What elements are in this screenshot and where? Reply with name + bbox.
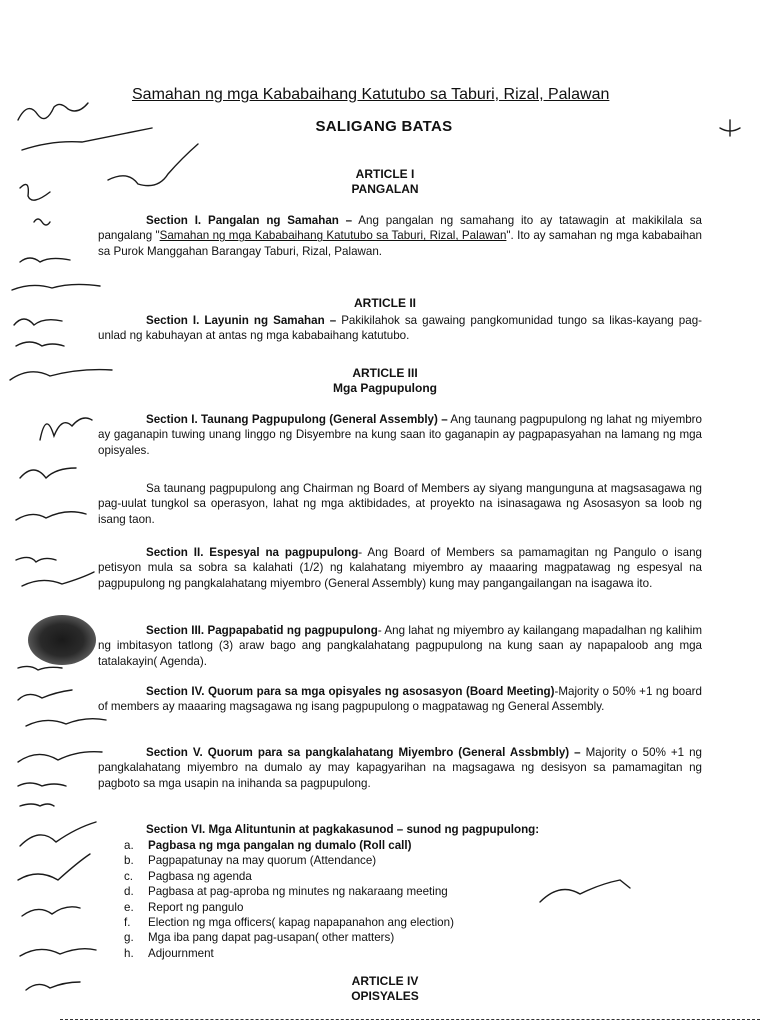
signature-mark — [34, 219, 50, 225]
document-subtitle: SALIGANG BATAS — [315, 118, 453, 135]
section-text: Ang pangalan ng samahang ito ay tatawagin at makikilala sa pangalang " — [98, 214, 702, 243]
signature-mark — [20, 949, 96, 956]
signature-mark — [20, 804, 54, 806]
signature-mark — [22, 572, 94, 586]
article-3-section-1-paragraph-2: Sa taunang pagpupulong ang Chairman ng Board of Members ay siyang mangunguna at magsasagawa ng pag-uulat tungkol sa operasyon, lahat ng mga aktibidades, at proyekto na isinasagawa ng Asosasyon sa loob ng isang taon. — [98, 482, 702, 526]
section-lead: Section I. Taunang Pagpupulong (General Assembly) – — [146, 413, 448, 426]
section-lead: Section II. Espesyal na pagpupulong — [146, 546, 359, 559]
section-text: - Ang Board of Members sa pamamagitan ng Pangulo o isang petisyon mula sa sobra sa kalahati (1/2) ng kalahatang miyembro ay maaaring magpatawag ng espesyal na pagpupulong ng pangkalahatang miyembro (General Assembly) kung may pangangailangan na isagawa ito. — [98, 546, 702, 590]
signature-mark — [108, 144, 198, 186]
signature-mark — [20, 184, 50, 200]
section-lead: Section III. Pagpapabatid ng pagpupulong — [146, 624, 378, 637]
signature-mark — [22, 128, 152, 150]
document-title: Samahan ng mga Kababaihang Katutubo sa Taburi, Rizal, Palawan — [132, 86, 610, 103]
signature-mark — [22, 907, 80, 916]
signature-mark — [18, 752, 102, 762]
list-item: h. Adjournment — [124, 946, 214, 960]
signature-mark — [26, 719, 106, 726]
signature-mark — [18, 783, 66, 786]
signature-mark — [40, 418, 92, 440]
signature-mark — [10, 370, 112, 380]
article-4-number: ARTICLE IV — [351, 974, 419, 988]
article-1-title: PANGALAN — [351, 182, 419, 196]
article-2-number: ARTICLE II — [354, 296, 416, 310]
signature-mark — [18, 854, 90, 880]
signature-mark — [18, 103, 88, 120]
signature-mark — [16, 557, 56, 562]
section-text: ". Ito ay samahan ng mga kababaihan sa Purok Manggahan Barangay Taburi, Rizal, Palawan. — [98, 229, 702, 258]
section-text: – sunod ng pagpupulong: — [393, 823, 540, 836]
article-3-number: ARTICLE III — [352, 366, 418, 380]
section-text: Majority o 50% +1 ng pangkalahatang miyembro na dumalo ay may kapagyarihan na magsagawa ng desisyon sa pamamagitan ng pagboto sa mga usapin na inihanda sa pagpupulong. — [98, 746, 702, 790]
signature-mark — [20, 822, 96, 846]
section-lead: Section IV. Quorum para sa mga opisyales ng asosasyon (Board Meeting) — [146, 685, 555, 698]
signature-mark — [16, 342, 64, 346]
section-lead: Section V. Quorum para sa pangkalahatang Miyembro (General Assbmbly) – — [146, 746, 581, 759]
section-lead: Section I. Pangalan ng Samahan – — [146, 214, 353, 227]
association-name: Samahan ng mga Kababaihang Katutubo sa Taburi, Rizal, Palawan — [159, 229, 507, 243]
signature-mark — [16, 512, 86, 520]
section-lead: Section I. Layunin ng Samahan – — [146, 314, 337, 327]
signature-mark — [540, 880, 630, 902]
list-item: g. Mga iba pang dapat pag-usapan( other matters) — [124, 931, 395, 945]
list-item: d. Pagbasa at pag-aproba ng minutes ng nakaraang meeting — [124, 885, 448, 899]
signature-mark — [18, 690, 72, 700]
article-4-title: OPISYALES — [351, 989, 419, 1003]
signature-mark — [14, 319, 62, 325]
list-item: f. Election ng mga officers( kapag napapanahon ang election) — [124, 916, 454, 930]
signature-mark — [20, 258, 70, 262]
section-text: -Majority o 50% +1 ng board of members ay maaaring magsagawa ng isang pagpupulong o magpatawag ng General Assembly. — [98, 685, 702, 714]
signature-mark — [720, 120, 740, 136]
thumbprint — [28, 615, 96, 665]
signature-mark — [20, 468, 76, 478]
section-text: Pakikilahok sa gawaing pangkomunidad tungo sa likas-kayang pag-unlad ng kabuhayan at antas ng mga kababaihang katutubo. — [98, 314, 702, 343]
signature-mark — [12, 284, 100, 290]
page-bottom-rule — [60, 1019, 760, 1020]
list-item: a. Pagbasa ng mga pangalan ng dumalo (Roll call) — [124, 839, 412, 852]
signature-mark — [18, 666, 62, 670]
list-item: e. Report ng pangulo — [124, 900, 244, 914]
list-item: c. Pagbasa ng agenda — [124, 869, 252, 883]
signature-mark — [26, 982, 80, 990]
list-item: b. Pagpapatunay na may quorum (Attendance) — [124, 854, 377, 868]
article-3-title: Mga Pagpupulong — [333, 381, 437, 395]
section-text: Ang taunang pagpupulong ng lahat ng miyembro ay gaganapin tuwing unang linggo ng Disyembre na kung saan ito gaganapin ay pagpapasyahan na lamang ng mga opisyales. — [98, 413, 702, 457]
section-text: - Ang lahat ng miyembro ay kailangang mapadalhan ng kalihim ng imbitasyon tatlong (3) araw bago ang pangkalahatang pagpupulong na kung saan ay napapaloob ang mga tatalakayin( Agenda). — [98, 624, 702, 668]
section-lead: Section VI. Mga Alituntunin at pagkakasunod — [146, 823, 394, 836]
article-1-number: ARTICLE I — [355, 167, 415, 181]
